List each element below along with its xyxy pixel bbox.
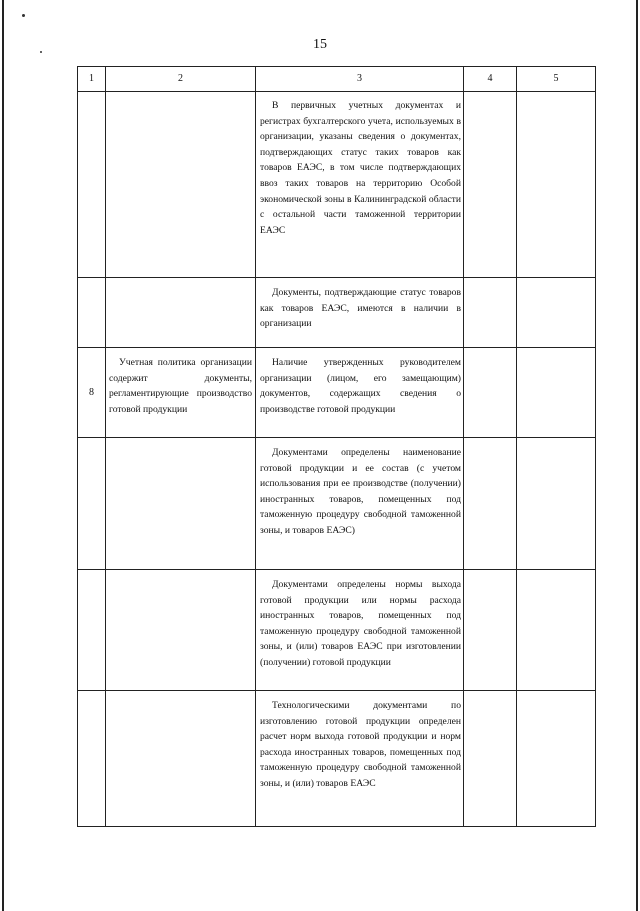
section-cell xyxy=(106,691,256,827)
mark-cell xyxy=(464,691,517,827)
column-header: 1 xyxy=(78,67,106,92)
section-cell xyxy=(106,278,256,348)
note-cell xyxy=(517,92,596,278)
scan-speck xyxy=(22,14,25,17)
row-number-cell xyxy=(78,438,106,570)
row-number-cell xyxy=(78,691,106,827)
mark-cell xyxy=(464,438,517,570)
note-cell xyxy=(517,348,596,438)
criteria-cell xyxy=(256,438,464,570)
row-number-cell xyxy=(78,278,106,348)
mark-cell xyxy=(464,570,517,691)
column-header: 4 xyxy=(464,67,517,92)
table-row xyxy=(78,278,596,348)
scan-border-left xyxy=(2,0,4,911)
note-cell xyxy=(517,278,596,348)
section-text xyxy=(106,438,255,445)
note-cell xyxy=(517,438,596,570)
criteria-cell xyxy=(256,691,464,827)
row-number-cell: 8 xyxy=(78,348,106,438)
table-row xyxy=(78,438,596,570)
section-cell xyxy=(106,348,256,438)
note-cell xyxy=(517,691,596,827)
row-number-cell xyxy=(78,92,106,278)
row-number-cell xyxy=(78,570,106,691)
criteria-text: Документами определены наименование готовой продукции и ее состав (с учетом использования при ее производстве (получении) иностранных товаров, помещенных под таможенную процедуру свободной таможенной зоны, и товаров ЕАЭС) xyxy=(260,447,461,536)
note-cell xyxy=(517,570,596,691)
table-header-row xyxy=(78,67,596,92)
criteria-table xyxy=(77,66,596,827)
section-cell xyxy=(106,438,256,570)
criteria-text: Технологическими документами по изготовлению готовой продукции определен расчет норм выхода готовой продукции и норм расхода иностранных товаров, помещенных под таможенную процедуру свободной таможенной зоны, и (или) товаров ЕАЭС xyxy=(260,700,461,789)
section-text xyxy=(106,691,255,698)
table-row xyxy=(78,348,596,438)
table-row xyxy=(78,92,596,278)
criteria-cell xyxy=(256,92,464,278)
criteria-cell xyxy=(256,570,464,691)
section-text xyxy=(106,92,255,99)
criteria-text: Документы, подтверждающие статус товаров как товаров ЕАЭС, имеются в наличии в организации xyxy=(260,287,461,330)
criteria-text: Наличие утвержденных руководителем организации (лицом, его замещающим) документов, содержащих сведения о производстве готовой продукции xyxy=(260,357,461,415)
criteria-text: В первичных учетных документах и регистрах бухгалтерского учета, используемых в организации, указаны сведения о документах, подтверждающих статус таких товаров как товаров ЕАЭС, в том числе подтверждающих ввоз таких товаров на территорию Особой экономической зоны в Калининградской области с остальной части таможенной территории ЕАЭС xyxy=(260,100,461,236)
section-cell xyxy=(106,570,256,691)
column-header: 3 xyxy=(256,67,464,92)
mark-cell xyxy=(464,92,517,278)
section-text xyxy=(106,570,255,577)
criteria-cell xyxy=(256,278,464,348)
section-text xyxy=(106,278,255,285)
section-cell xyxy=(106,92,256,278)
page-number: 15 xyxy=(313,37,327,52)
column-header: 5 xyxy=(517,67,596,92)
column-header: 2 xyxy=(106,67,256,92)
mark-cell xyxy=(464,348,517,438)
criteria-text: Документами определены нормы выхода готовой продукции или нормы расхода иностранных товаров, помещенных под таможенную процедуру свободной таможенной зоны, и (или) товаров ЕАЭС при изготовлении (получении) готовой продукции xyxy=(260,579,461,668)
scan-border-right xyxy=(636,0,638,911)
table-row xyxy=(78,570,596,691)
mark-cell xyxy=(464,278,517,348)
section-text: Учетная политика организации содержит документы, регламентирующие производство готовой продукции xyxy=(109,357,252,415)
criteria-cell xyxy=(256,348,464,438)
table-row xyxy=(78,691,596,827)
